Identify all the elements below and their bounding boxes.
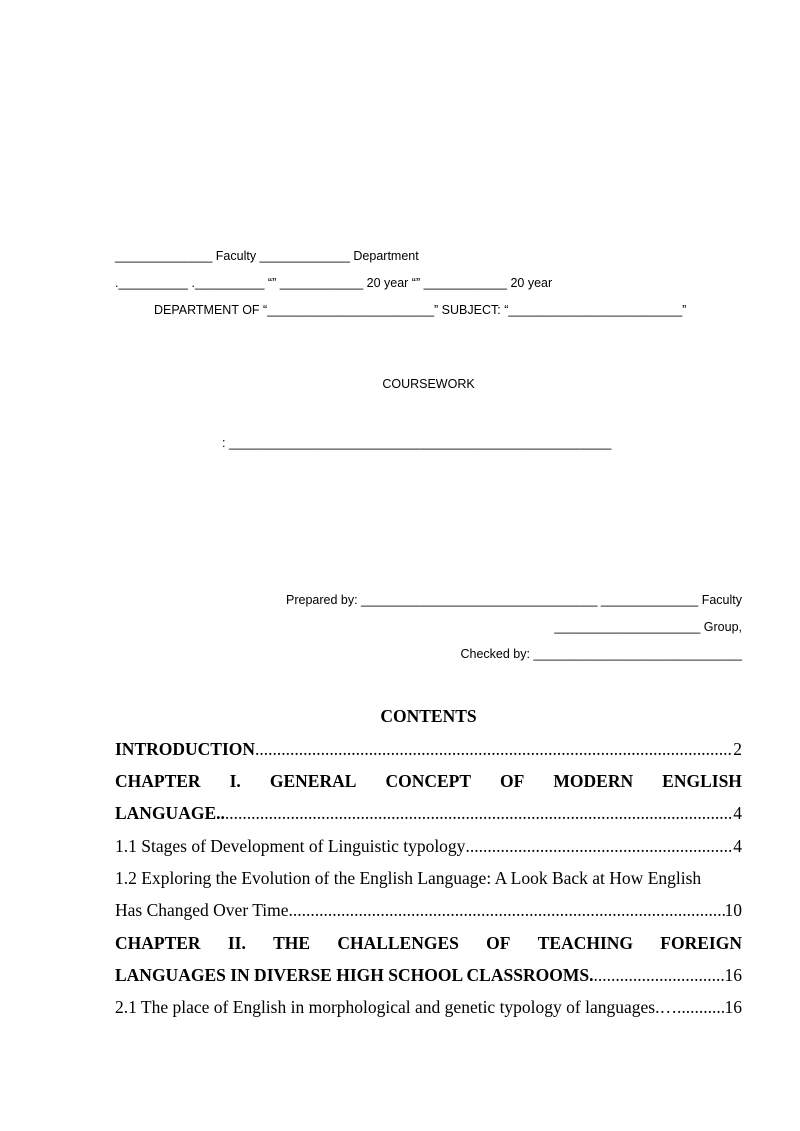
contents-title: CONTENTS	[380, 706, 477, 726]
toc-entry-text: LANGUAGES IN DIVERSE HIGH SCHOOL CLASSROOMS.	[115, 965, 594, 985]
toc-entry-introduction[interactable]	[115, 739, 742, 760]
toc-entry-text: INTRODUCTION	[115, 739, 256, 759]
group-line: _____________________ Group,	[554, 620, 742, 634]
toc-word: II.	[227, 933, 246, 953]
toc-page-number: 4	[733, 803, 742, 823]
toc-leader-dots	[465, 836, 733, 857]
toc-word: I.	[229, 771, 241, 791]
toc-entry-1-2-line2[interactable]	[115, 900, 742, 921]
date-line: .__________ .__________ “” ____________ 20 year “” ____________ 20 year	[115, 276, 553, 290]
topic-line: : _______________________________________________________	[222, 436, 612, 450]
toc-chapter2-line2[interactable]	[115, 965, 742, 986]
toc-leader-dots	[225, 803, 733, 824]
toc-word: CHAPTER	[115, 771, 201, 791]
faculty-department-line: ______________ Faculty _____________ Department	[115, 249, 419, 263]
toc-entry-text: 2.1 The place of English in morphological and genetic typology of languages.…	[115, 997, 677, 1017]
checked-by-line: Checked by: ______________________________	[460, 647, 742, 661]
toc-word: TEACHING	[537, 933, 634, 953]
toc-page-number: 10	[724, 900, 742, 920]
toc-word: FOREIGN	[660, 933, 742, 953]
toc-entry-text: Has Changed Over Time	[115, 900, 289, 920]
toc-leader-dots	[593, 965, 724, 986]
toc-chapter1-line2[interactable]	[115, 803, 742, 824]
department-subject-line: DEPARTMENT OF “________________________” SUBJECT: “_________________________”	[154, 303, 687, 317]
toc-word: CHALLENGES	[337, 933, 459, 953]
toc-word: OF	[500, 771, 525, 791]
toc-leader-dots	[677, 997, 725, 1018]
toc-entry-text: LANGUAGE..	[115, 803, 225, 823]
prepared-by-line: Prepared by: __________________________________ ______________ Faculty	[286, 593, 742, 607]
toc-word: THE	[273, 933, 311, 953]
toc-page-number: 16	[724, 997, 742, 1017]
toc-leader-dots	[255, 739, 733, 760]
coursework-title: COURSEWORK	[382, 377, 475, 391]
toc-leader-dots	[289, 900, 725, 921]
toc-page-number: 2	[733, 739, 742, 759]
toc-entry-2-1[interactable]	[115, 997, 742, 1018]
toc-entry-text: 1.1 Stages of Development of Linguistic typology	[115, 836, 466, 856]
toc-word: ENGLISH	[662, 771, 742, 791]
toc-entry-1-1[interactable]	[115, 836, 742, 857]
toc-word: MODERN	[553, 771, 634, 791]
toc-entry-1-2-line1[interactable]: 1.2 Exploring the Evolution of the English Language: A Look Back at How English	[115, 868, 702, 888]
toc-page-number: 4	[733, 836, 742, 856]
toc-word: CHAPTER	[115, 933, 201, 953]
toc-chapter2-line1[interactable]	[115, 933, 742, 954]
toc-word: OF	[486, 933, 511, 953]
toc-word: GENERAL	[269, 771, 357, 791]
toc-chapter1-line1[interactable]	[115, 771, 742, 792]
toc-word: CONCEPT	[385, 771, 471, 791]
toc-page-number: 16	[724, 965, 742, 985]
